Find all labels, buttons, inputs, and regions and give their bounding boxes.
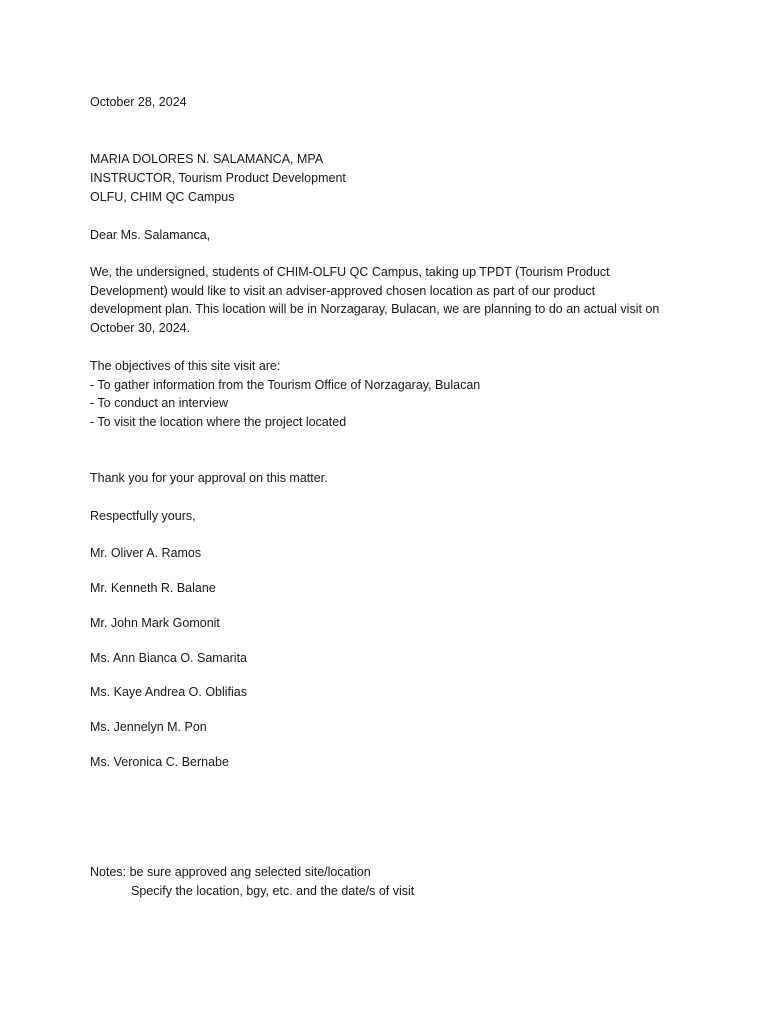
recipient-title: INSTRUCTOR, Tourism Product Development <box>90 171 346 185</box>
signatory-name: Ms. Veronica C. Bernabe <box>90 755 229 769</box>
salutation: Dear Ms. Salamanca, <box>90 228 211 242</box>
thanks-line: Thank you for your approval on this matter. <box>90 471 328 485</box>
notes-line: Notes: be sure approved ang selected site/location <box>90 865 371 879</box>
objective-item: - To conduct an interview <box>90 396 229 410</box>
closing-line: Respectfully yours, <box>90 509 196 523</box>
body-line: We, the undersigned, students of CHIM-OLFU QC Campus, taking up TPDT (Tourism Product <box>90 265 610 279</box>
objective-item: - To visit the location where the project located <box>90 415 347 429</box>
body-line: Development) would like to visit an adviser-approved chosen location as part of our product <box>90 284 596 298</box>
body-line: October 30, 2024. <box>90 321 191 335</box>
letter-date: October 28, 2024 <box>90 95 187 109</box>
signatory-name: Ms. Jennelyn M. Pon <box>90 720 207 734</box>
body-line: development plan. This location will be in Norzagaray, Bulacan, we are planning to do an actual visit on <box>90 302 660 316</box>
signatory-name: Ms. Ann Bianca O. Samarita <box>90 651 248 665</box>
objectives-intro: The objectives of this site visit are: <box>90 359 281 373</box>
recipient-name: MARIA DOLORES N. SALAMANCA, MPA <box>90 152 324 166</box>
notes-detail-line: Specify the location, bgy, etc. and the date/s of visit <box>131 884 415 898</box>
signatory-name: Ms. Kaye Andrea O. Oblifias <box>90 685 248 699</box>
recipient-institution: OLFU, CHIM QC Campus <box>90 190 235 204</box>
objective-item: - To gather information from the Tourism Office of Norzagaray, Bulacan <box>90 378 481 392</box>
signatory-name: Mr. Oliver A. Ramos <box>90 546 202 560</box>
signatory-name: Mr. Kenneth R. Balane <box>90 581 216 595</box>
signatory-name: Mr. John Mark Gomonit <box>90 616 220 630</box>
